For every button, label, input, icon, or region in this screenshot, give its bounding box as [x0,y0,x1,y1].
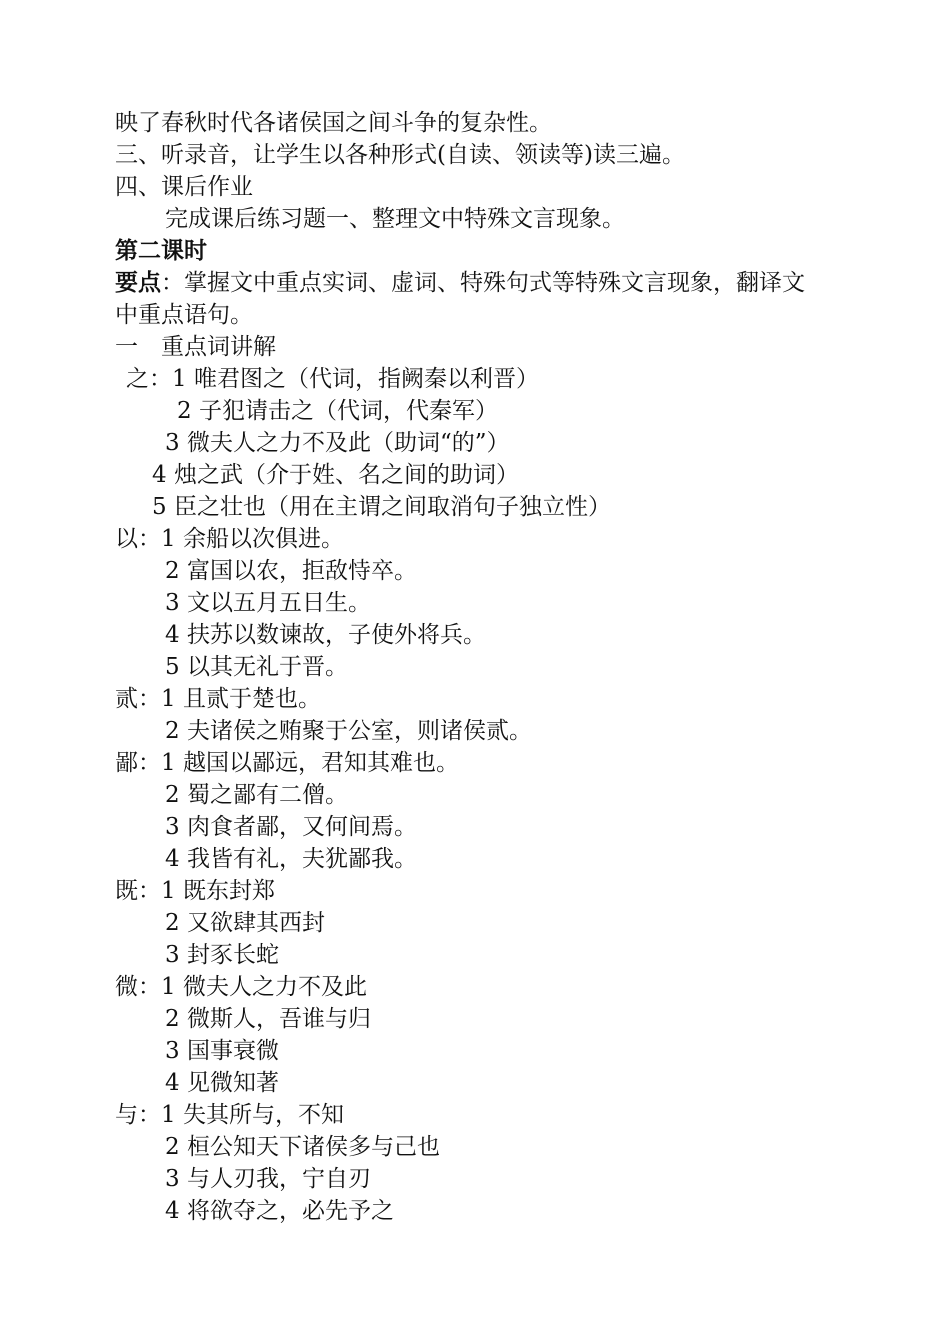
word-example: 3 与人刃我，宁自刃 [165,1166,371,1192]
word-entry: 鄙：1 越国以鄙远，君知其难也。 [115,750,459,776]
word-example: 5 臣之壮也（用在主谓之间取消句子独立性） [152,494,611,520]
word-example: 3 国事衰微 [165,1038,279,1064]
word-entry: 与：1 失其所与，不知 [115,1102,344,1128]
word-example: 4 扶苏以数谏故，子使外将兵。 [165,622,486,648]
word-example: 4 将欲夺之，必先予之 [165,1198,394,1224]
word-example: 2 子犯请击之（代词，代秦军） [177,398,498,424]
word-example: 3 文以五月五日生。 [165,590,371,616]
word-example: 4 见微知著 [165,1070,279,1096]
key-point-label: 要点 [115,270,161,296]
key-point-line [115,268,805,298]
word-entry: 之：1 唯君图之（代词，指阙秦以利晋） [126,366,539,392]
word-example: 5 以其无礼于晋。 [165,654,348,680]
word-example: 3 封豕长蛇 [165,942,279,968]
key-point-text: ：掌握文中重点实词、虚词、特殊句式等特殊文言现象，翻译文 [161,270,805,296]
word-example: 2 夫诸侯之贿聚于公室，则诸侯贰。 [165,718,532,744]
text-line: 三、听录音，让学生以各种形式(自读、领读等)读三遍。 [115,142,685,168]
word-example: 4 烛之武（介于姓、名之间的助词） [152,462,519,488]
word-entry: 既：1 既东封郑 [115,878,275,904]
word-example: 2 蜀之鄙有二僧。 [165,782,348,808]
word-example: 2 桓公知天下诸侯多与己也 [165,1134,440,1160]
text-line: 中重点语句。 [115,302,253,328]
section-heading: 四、课后作业 [115,174,253,200]
word-entry: 微：1 微夫人之力不及此 [115,974,367,1000]
lesson-heading: 第二课时 [115,238,207,264]
section-heading: 一 重点词讲解 [115,334,276,360]
word-example: 2 又欲肆其西封 [165,910,325,936]
word-entry: 贰：1 且贰于楚也。 [115,686,321,712]
text-line: 映了春秋时代各诸侯国之间斗争的复杂性。 [115,110,552,136]
word-entry: 以：1 余船以次俱进。 [115,526,344,552]
text-line: 完成课后练习题一、整理文中特殊文言现象。 [165,206,625,232]
word-example: 3 肉食者鄙，又何间焉。 [165,814,417,840]
word-example: 2 富国以农，拒敌恃卒。 [165,558,417,584]
word-example: 3 微夫人之力不及此（助词“的”） [165,430,510,456]
word-example: 4 我皆有礼，夫犹鄙我。 [165,846,417,872]
word-example: 2 微斯人，吾谁与归 [165,1006,371,1032]
